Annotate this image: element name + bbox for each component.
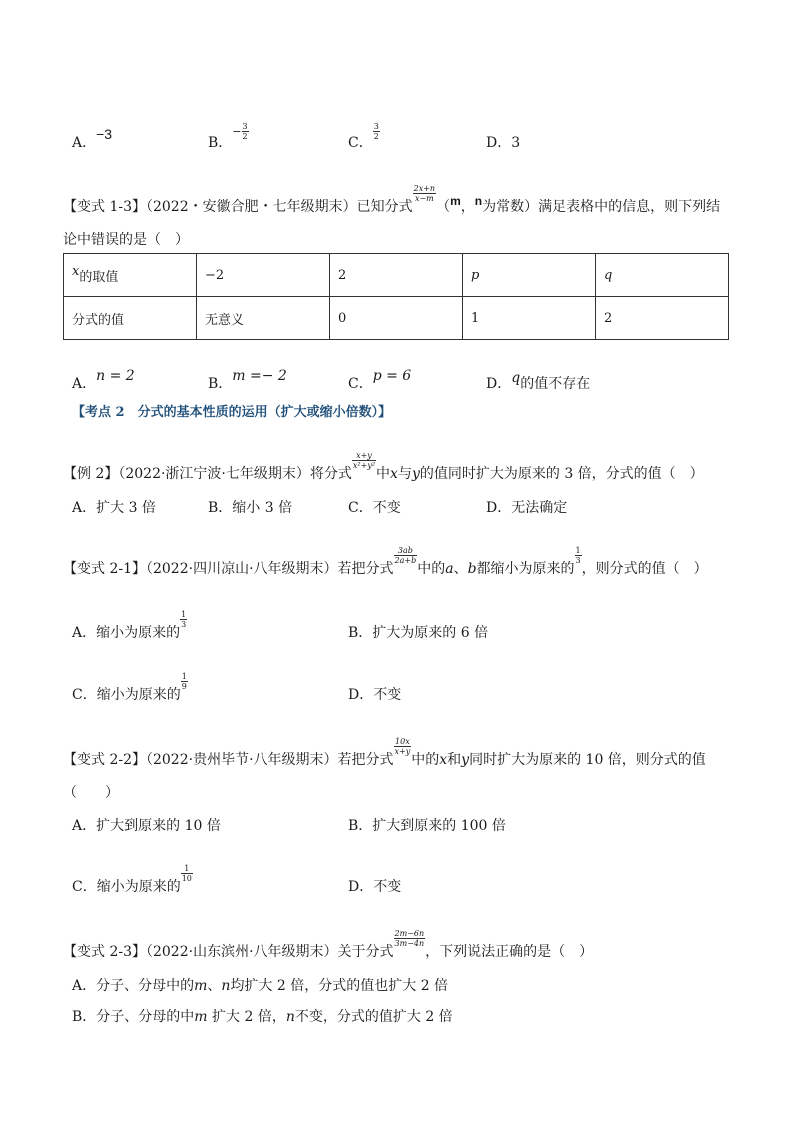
v22-option-a: A．扩大到原来的 10 倍 [72, 818, 221, 834]
v23-option-a: A．分子、分母中的m、n均扩大 2 倍，分式的值也扩大 2 倍 [72, 978, 449, 994]
option-d: D．3 [486, 135, 521, 151]
table-cell: p [463, 254, 596, 297]
v13-option-c: C．p = 6 [348, 368, 412, 392]
v21-option-c: C．缩小为原来的 $\frac{1}{9}$ [72, 671, 187, 703]
question-v13-line2: 论中错误的是（ ） [63, 232, 189, 248]
option-b: B．− $\frac{3}{2}$ [208, 121, 248, 151]
v22-option-b: B．扩大到原来的 100 倍 [348, 818, 506, 834]
v13-option-a: A．n = 2 [72, 368, 135, 392]
table-cell: 2 [330, 254, 463, 297]
table-cell: q [596, 254, 729, 297]
v13-option-d: D．q的值不存在 [486, 370, 591, 392]
table-cell: 无意义 [197, 297, 330, 340]
ex2-option-d: D．无法确定 [486, 500, 568, 516]
v21-option-a: A．缩小为原来的 $\frac{1}{3}$ [72, 609, 187, 641]
option-a: A．−3 [72, 126, 113, 151]
table-cell: x的取值 [64, 254, 197, 297]
v21-option-b: B．扩大为原来的 6 倍 [348, 625, 489, 641]
ex2-option-a: A．扩大 3 倍 [72, 500, 156, 516]
question-v22-stem: 【变式 2-2】（2022·贵州毕节·八年级期末）若把分式 $\frac{10x}{x+y}$ 中的x和y同时扩大为原来的 10 倍，则分式的值 [63, 736, 706, 768]
question-v22-line2: （ ） [63, 785, 119, 801]
table-cell: 分式的值 [64, 297, 197, 340]
question-ex2-stem: 【例 2】（2022·浙江宁波·七年级期末）将分式 $\frac{x+y}{\text{x²+y²}}$ 中x与y的值同时扩大为原来的 3 倍，分式的值（ ） [63, 450, 704, 482]
v22-option-d: D．不变 [348, 879, 402, 895]
option-c: C． $\frac{3}{2}$ [348, 121, 379, 151]
table-cell: 1 [463, 297, 596, 340]
v23-option-b: B．分子、分母的中m 扩大 2 倍，n不变，分式的值扩大 2 倍 [72, 1009, 453, 1025]
question-v23-stem: 【变式 2-3】（2022·山东滨州·八年级期末）关于分式 $\frac{2m-6n}{3m-4n}$ ，下列说法正确的是（ ） [63, 928, 594, 960]
table-row [64, 297, 729, 340]
table-cell: 0 [330, 297, 463, 340]
question-v13-stem: 【变式 1-3】（2022・安徽合肥・七年级期末）已知分式 $\frac{2x+n}{x-m}$ （m，n为常数）满足表格中的信息，则下列结 [63, 183, 721, 215]
ex2-option-b: B．缩小 3 倍 [208, 500, 293, 516]
info-table [63, 253, 729, 340]
v22-option-c: C．缩小为原来的 $\frac{1}{10}$ [72, 863, 192, 895]
table-cell: −2 [197, 254, 330, 297]
table-row [64, 254, 729, 297]
ex2-option-c: C．不变 [348, 500, 401, 516]
section-heading-kaodian2: 【考点 2 分式的基本性质的运用（扩大或缩小倍数）】 [72, 405, 392, 420]
v13-option-b: B．m =− 2 [208, 368, 287, 392]
question-v21-stem: 【变式 2-1】（2022·四川凉山·八年级期末）若把分式 $\frac{3ab}{2a+b}$ 中的a、b都缩小为原来的 $\frac{1}{3}$ ，则分式的值（ ） [63, 545, 708, 577]
table-cell: 2 [596, 297, 729, 340]
v21-option-d: D．不变 [348, 687, 402, 703]
